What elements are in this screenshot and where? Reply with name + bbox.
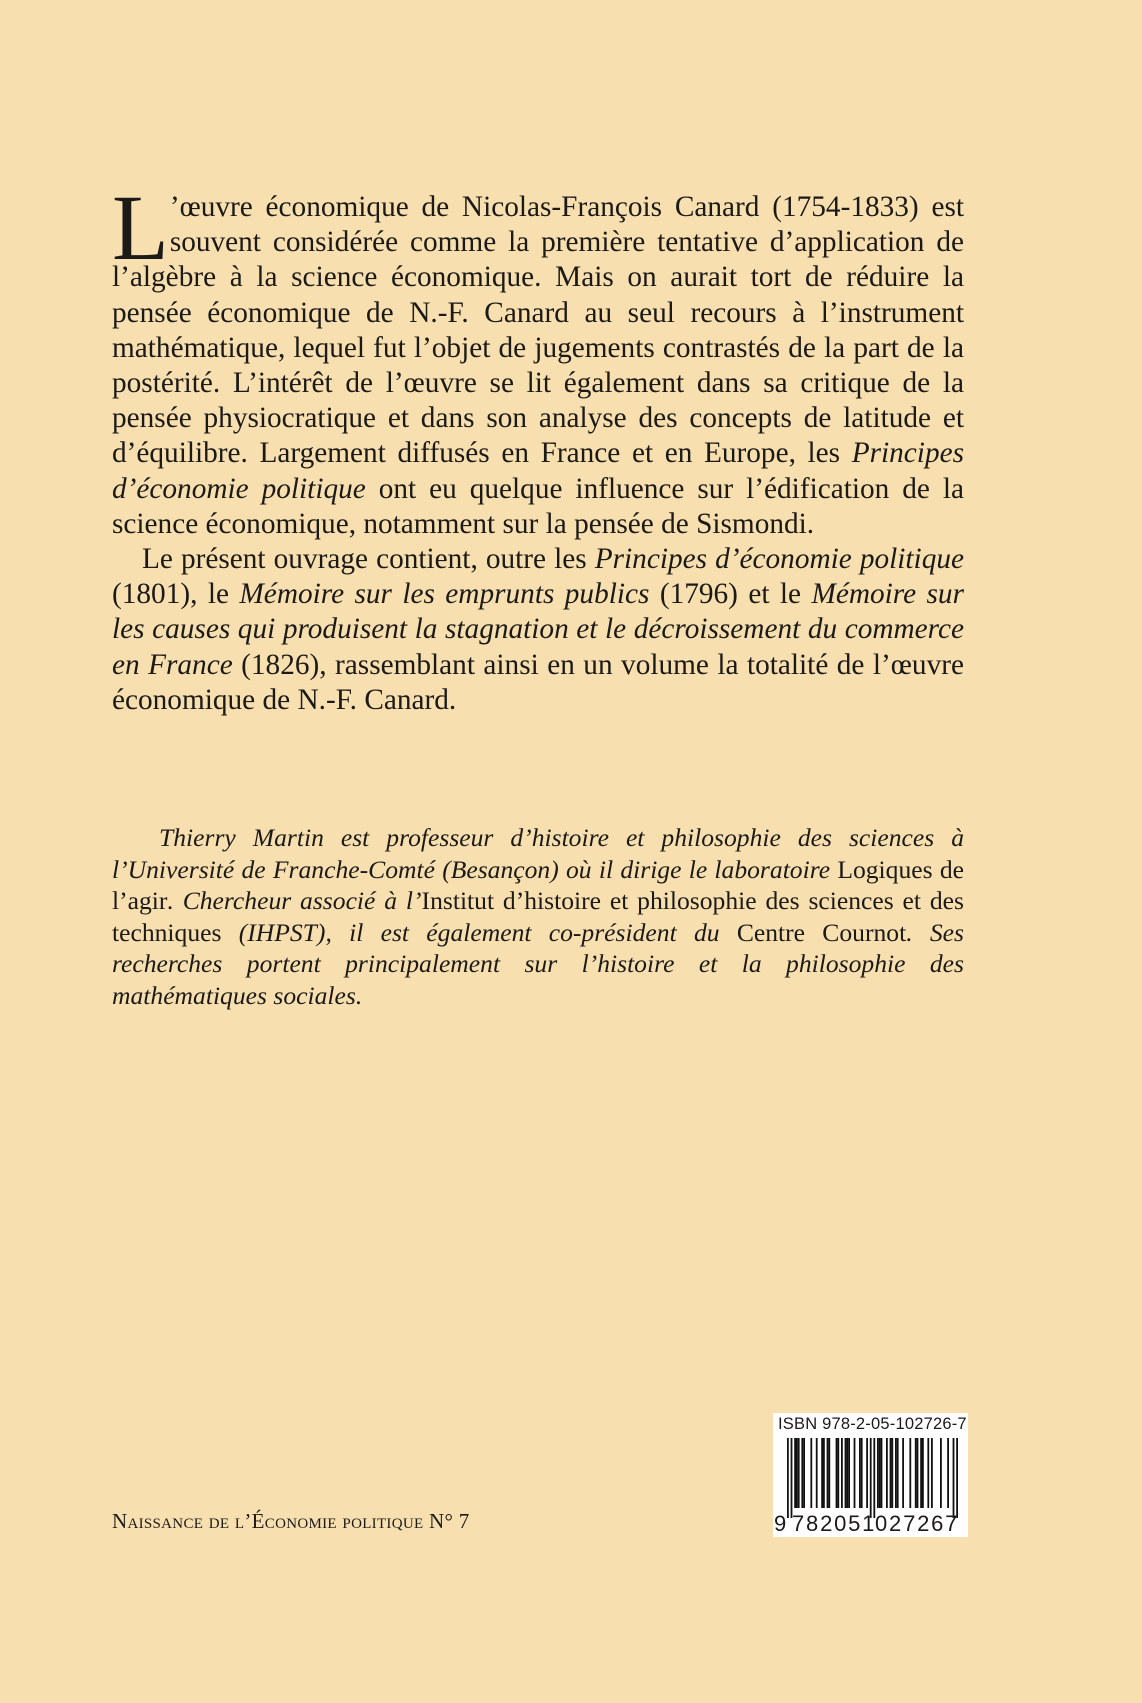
blurb-p2-seg: (1801), le <box>112 578 240 611</box>
series-number: N° 7 <box>429 1509 470 1533</box>
blurb-paragraph-1 <box>112 177 965 542</box>
author-bio-paragraph <box>112 822 964 1011</box>
title-memoire-stagnation: Mémoire sur les causes qui produisent la stagnation et le décroissement du commerce en France <box>112 578 964 681</box>
blurb-p1-seg: ’œuvre économique de Nicolas-François Canard (1754-1833) est souvent considérée comme la première tentative d’application de l’algèbre à la science économique. Mais on aurait tort de réduire la pensée économique de N.-F. Canard au seul recours à l’instrument mathématique, lequel fut l’objet de jugements contrastés de la part de la postérité. L’intérêt de l’œuvre se lit également dans sa critique de la pensée physiocratique et dans son analyse des concepts de latitude et d’équilibre. Largement diffusés en France et en Europe, les <box>112 191 964 470</box>
drop-cap: L <box>112 177 169 280</box>
barcode-bar <box>816 1438 818 1508</box>
barcode-bar <box>953 1438 955 1518</box>
barcode-bar <box>879 1438 881 1508</box>
barcode-bar <box>846 1438 848 1508</box>
barcode-bar <box>848 1438 850 1508</box>
blurb-p2-seg: (1796) et le <box>649 578 812 611</box>
bio-seg: . Chercheur associé à l’ <box>167 886 422 915</box>
barcode-bar <box>902 1438 904 1508</box>
barcode-bar <box>803 1438 805 1508</box>
barcode-bar <box>859 1438 861 1508</box>
barcode-bar <box>909 1438 911 1508</box>
barcode-bar <box>836 1438 838 1508</box>
isbn-barcode <box>773 1413 968 1537</box>
barcode-bar <box>873 1438 875 1518</box>
barcode-bar <box>845 1438 847 1508</box>
barcode-bar <box>827 1438 829 1508</box>
barcode-bar <box>891 1438 893 1508</box>
barcode-bar <box>922 1438 924 1508</box>
bio-seg: (IHPST), il est également co-président du <box>221 917 737 947</box>
bio-centre-name: Centre Cournot <box>736 917 907 947</box>
barcode-bar <box>890 1438 892 1508</box>
barcode-bar <box>837 1438 839 1508</box>
barcode-bar <box>895 1438 897 1508</box>
barcode-bar <box>931 1438 933 1508</box>
barcode-bar <box>794 1438 796 1508</box>
barcode-bar <box>810 1438 812 1508</box>
series-line <box>112 1509 470 1534</box>
barcode-bar <box>881 1438 883 1508</box>
blurb-paragraph-2 <box>112 542 964 718</box>
barcode-bars <box>773 1438 968 1520</box>
barcode-bar <box>870 1438 872 1518</box>
barcode-bar <box>927 1438 929 1508</box>
title-principes: Principes d’économie politique <box>112 437 964 505</box>
title-memoire-emprunts: Mémoire sur les emprunts publics <box>239 578 650 611</box>
barcode-bar <box>791 1438 793 1518</box>
barcode-bar <box>897 1438 899 1508</box>
barcode-bar <box>861 1438 863 1508</box>
blurb <box>112 177 965 718</box>
barcode-bar <box>956 1438 958 1518</box>
barcode-bar <box>866 1438 868 1508</box>
barcode-bar <box>823 1438 825 1508</box>
barcode-bar <box>821 1438 823 1508</box>
barcode-bar <box>796 1438 798 1508</box>
barcode-bar <box>828 1438 830 1508</box>
blurb-p1-seg: ont eu quelque influence sur l’édification de la science économique, notamment sur la pensée de Sismondi. <box>112 472 965 540</box>
author-bio <box>112 822 964 1011</box>
barcode-bar <box>801 1438 803 1508</box>
series-name: Naissance de l’Économie politique <box>112 1509 424 1533</box>
blurb-p2-seg: (1826), rassemblant ainsi en un volume la totalité de l’œuvre économique de N.-F. Canard. <box>112 648 964 716</box>
bio-institute-name: Institut d’histoire et philosophie des sciences et des techniques <box>112 886 965 947</box>
barcode-bar <box>920 1438 922 1508</box>
isbn-label: ISBN 978-2-05-102726-7 <box>778 1415 967 1433</box>
title-principes: Principes d’économie politique <box>594 543 964 576</box>
bio-seg: Thierry Martin est professeur d’histoire et philosophie des sciences à l’Université de Franche-Comté (Besançon) où il dirige le laboratoire <box>112 823 964 884</box>
barcode-bar <box>787 1438 789 1518</box>
barcode-left-digits: 782051 <box>792 1511 877 1536</box>
barcode-bar <box>947 1438 949 1508</box>
barcode-bar <box>917 1438 919 1508</box>
barcode-bar <box>886 1438 888 1508</box>
barcode-bar <box>915 1438 917 1508</box>
barcode-bar <box>877 1438 879 1508</box>
bio-lab-name: Logiques de l’agir <box>112 854 964 915</box>
bio-seg: . Ses recherches portent principalement sur l’histoire et la philosophie des mathématiques sociales. <box>112 917 964 1010</box>
barcode-bar <box>854 1438 856 1508</box>
barcode-bar <box>841 1438 843 1508</box>
barcode-bar <box>798 1438 800 1508</box>
barcode-right-digits: 027267 <box>875 1511 960 1536</box>
barcode-bar <box>940 1438 942 1508</box>
barcode-first-digit: 9 <box>774 1511 787 1536</box>
blurb-p2-seg: Le présent ouvrage contient, outre les <box>142 543 595 576</box>
